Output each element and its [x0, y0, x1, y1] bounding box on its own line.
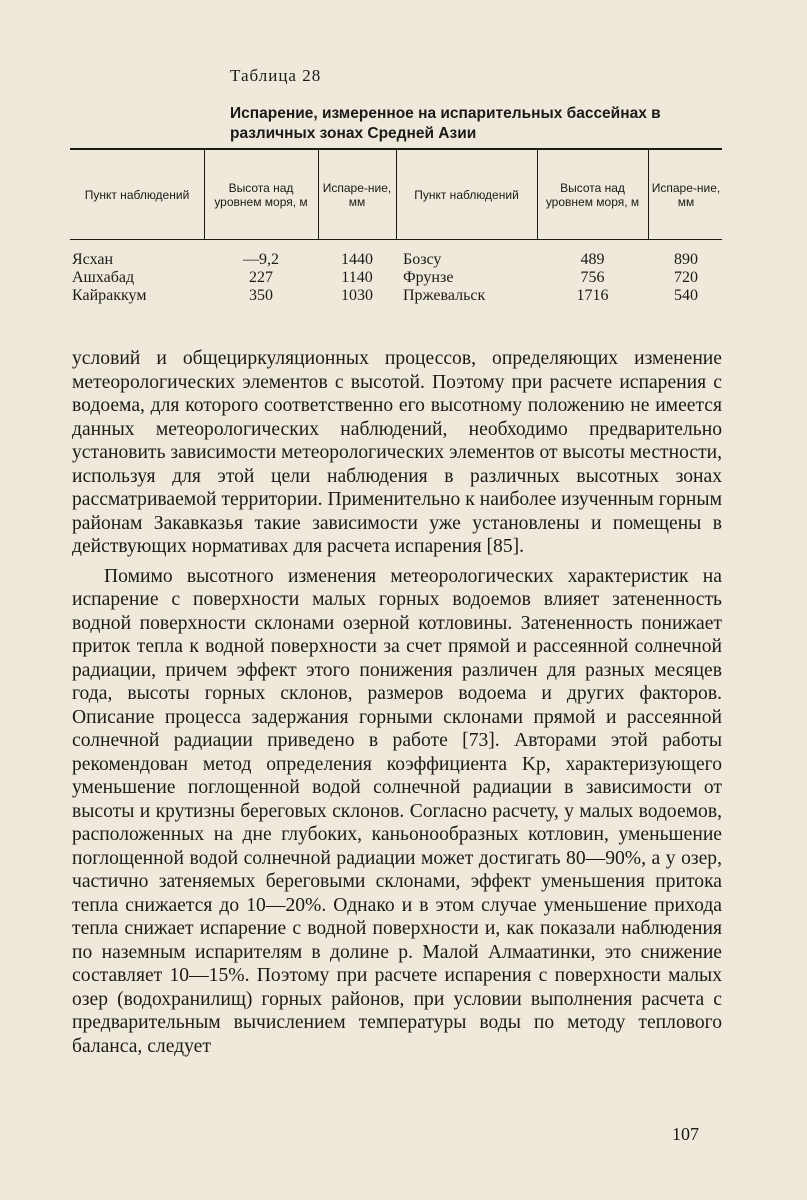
table-header-rule — [70, 239, 722, 240]
table-cell-height: —9,2 — [243, 251, 279, 268]
header-evap-right: Испаре-ние, мм — [651, 180, 721, 209]
table-cell-station: Кайраккум — [72, 287, 147, 304]
header-evap-left: Испаре-ние, мм — [322, 180, 392, 209]
table-divider — [648, 150, 649, 239]
table-cell-height: 350 — [249, 287, 273, 304]
header-height-left: Высота над уровнем моря, м — [214, 180, 308, 209]
header-height-right: Высота над уровнем моря, м — [545, 180, 640, 209]
table-cell-evap: 1140 — [341, 269, 373, 286]
header-station-left: Пункт наблюдений — [84, 187, 190, 202]
table-divider — [204, 150, 205, 239]
table-cell-station: Бозсу — [403, 251, 442, 268]
table-cell-evap: 1030 — [341, 287, 373, 304]
body-text — [72, 347, 722, 1058]
table-cell-station: Фрунзе — [403, 269, 454, 286]
table-cell-evap: 1440 — [341, 251, 373, 268]
table-cell-evap: 720 — [674, 269, 698, 286]
table-cell-station: Пржевальск — [403, 287, 486, 304]
table-caption: Таблица 28 — [230, 66, 322, 85]
paragraph: Помимо высотного изменения метеорологических характеристик на испарение с поверхности малых горных водоемов влияет затененность водной поверхности склонами озерной котловины. Затененность понижает приток тепла к водной поверхности за счет прямой и рассеянной солнечной радиации, причем эффект этого понижения различен для разных месяцев года, высоты горных склонов, размеров водоема и других факторов. Описание процесса задержания горными склонами прямой и рассеянной солнечной радиации приведено в работе [73]. Авторами этой работы рекомендован метод определения коэффициента Kр, характеризующего уменьшение поглощенной водой солнечной радиации в зависимости от высоты и крутизны береговых склонов. Согласно расчету, у малых водоемов, расположенных на дне глубоких, каньонообразных котловин, уменьшение поглощенной водой солнечной радиации может достигать 80—90%, а у озер, частично затеняемых береговыми склонами, эффект уменьшения притока тепла снижается до 10—20%. Однако и в этом случае уменьшение прихода тепла снижает испарение с водной поверхности и, как показали наблюдения по наземным испарителям в долине р. Малой Алмаатинки, это снижение составляет 10—15%. Поэтому при расчете испарения с поверхности малых озер (водохранилищ) горных районов, при условии выполнения расчета с предварительным вычислением температуры воды по методу теплового баланса, следует — [72, 565, 722, 1057]
table-cell-station: Ясхан — [72, 251, 114, 268]
table-cell-evap: 540 — [674, 287, 698, 304]
table-cell-height: 489 — [580, 251, 605, 268]
table-title: Испарение, измеренное на испарительных бассейнах в различных зонах Средней Азии — [230, 105, 661, 142]
table-cell-station: Ашхабад — [72, 269, 135, 286]
table-divider — [318, 150, 319, 239]
table-cell-height: 756 — [580, 269, 605, 286]
table-cell-height: 227 — [249, 269, 273, 286]
table-divider — [537, 150, 538, 239]
paragraph-continuation: условий и общециркуляционных процессов, определяющих изменение метеорологических элементов с высотой. Поэтому при расчете испарения с водоема, для которого соответственно его высотному положению не имеется данных метеорологических наблюдений, необходимо предварительно установить зависимости метеорологических элементов от высоты местности, используя для этой цели наблюдения в различных высотных зонах рассматриваемой территории. Применительно к наиболее изученным горным районам Закавказья такие зависимости уже установлены и помещены в действующих нормативах для расчета испарения [85]. — [72, 348, 723, 557]
header-station-right: Пункт наблюдений — [414, 187, 519, 202]
table-cell-evap: 890 — [674, 251, 698, 268]
table-divider — [396, 150, 397, 239]
table-cell-height: 1716 — [576, 287, 609, 304]
page-number: 107 — [672, 1124, 699, 1144]
